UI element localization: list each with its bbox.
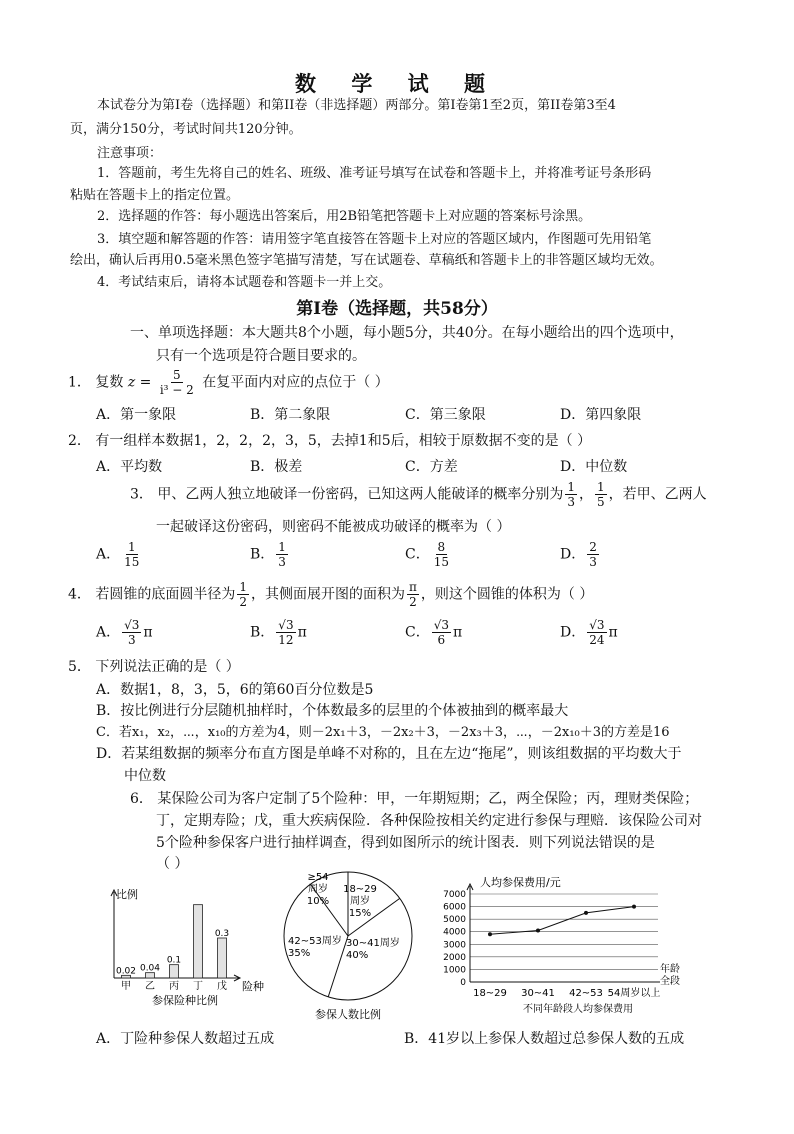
line-xlabel: 年龄 bbox=[660, 964, 680, 975]
line-x-tick-label: 30~41 bbox=[521, 988, 555, 999]
line-y-tick-label: 1000 bbox=[443, 965, 466, 976]
section-desc-a: 一、单项选择题：本大题共8个小题，每小题5分，共40分。在每小题给出的四个选项中， bbox=[130, 325, 684, 341]
line-x-tick-label: 42~53 bbox=[569, 988, 603, 999]
intro-line-2: 页，满分150分，考试时间共120分钟。 bbox=[70, 122, 302, 137]
line-chart bbox=[430, 872, 690, 1020]
section-desc-b: 只有一个选项是符合题目要求的。 bbox=[156, 348, 366, 364]
bar-category-label: 戊 bbox=[217, 981, 227, 992]
line-y-tick-label: 6000 bbox=[443, 902, 466, 913]
bar-value-label: 0.02 bbox=[115, 966, 137, 977]
question-2: 2． 有一组样本数据1，2，2，2，3，5，去掉1和5后，相较于原数据不变的是（ ） bbox=[68, 433, 592, 449]
bar-3 bbox=[194, 905, 203, 978]
pie-slice-label: 42~53周岁 bbox=[288, 936, 342, 947]
q3-option-b: B． $\frac{1}{3}$ bbox=[250, 540, 286, 569]
question-3-line-2: 一起破译这份密码，则密码不能被成功破译的概率为（ ） bbox=[156, 519, 511, 535]
q2-option-d: D．中位数 bbox=[560, 459, 628, 475]
q1-option-c: C．第三象限 bbox=[405, 407, 486, 423]
bar-category-label: 甲 bbox=[121, 981, 131, 992]
q2-option-b: B．极差 bbox=[250, 459, 303, 475]
section-title: 第I卷（选择题，共58分） bbox=[296, 299, 498, 319]
pie-slice-label: 40% bbox=[346, 950, 369, 961]
q4-option-d: D． $\frac{√3}{24}$ π bbox=[560, 618, 618, 647]
intro-line-1: 本试卷分为第I卷（选择题）和第II卷（非选择题）两部分。第I卷第1至2页，第II卷第3至4 bbox=[97, 98, 616, 113]
q3-option-c: C． $\frac{8}{15}$ bbox=[405, 540, 449, 569]
pie-slice-label: 周岁 bbox=[308, 884, 328, 895]
pie-slice-label: 周岁 bbox=[350, 896, 370, 907]
question-4: 4． 若圆锥的底面圆半径为 $\frac{1}{2}$ ，其侧面展开图的面积为 $\frac{\pi}{2}$ ，则这个圆锥的体积为（ ） bbox=[68, 580, 594, 609]
q5-option-c: C．若x₁，x₂，⋯，x₁₀的方差为4，则－2x₁＋3，－2x₂＋3，－2x₃＋3，⋯，－2x₁₀＋3的方差是16 bbox=[96, 725, 670, 740]
q4-option-c: C． $\frac{√3}{6}$ π bbox=[405, 618, 463, 647]
line-point bbox=[536, 928, 540, 932]
line-ylabel: 人均参保费用/元 bbox=[480, 876, 561, 889]
q2-option-c: C．方差 bbox=[405, 459, 458, 475]
notice-4: 4．考试结束后，请将本试题卷和答题卡一并上交。 bbox=[97, 275, 392, 290]
line-point bbox=[632, 905, 636, 909]
line-series bbox=[490, 907, 634, 935]
bar-category-label: 丙 bbox=[169, 981, 179, 992]
q2-option-a: A．平均数 bbox=[96, 459, 163, 475]
pie-slice-label: 18~29 bbox=[343, 884, 377, 895]
question-6-line-3: 5个险种参保客户进行抽样调查，得到如图所示的统计图表．则下列说法错误的是 bbox=[156, 835, 655, 851]
q6-option-a: A．丁险种参保人数超过五成 bbox=[96, 1031, 275, 1047]
notice-1a: 1．答题前，考生先将自己的姓名、班级、准考证号填写在试卷和答题卡上，并将准考证号条形码 bbox=[97, 166, 652, 181]
q1-option-d: D．第四象限 bbox=[560, 407, 642, 423]
q5-option-d-b: 中位数 bbox=[124, 768, 166, 784]
pie-title: 参保人数比例 bbox=[315, 1008, 381, 1021]
line-y-tick-label: 7000 bbox=[443, 890, 466, 900]
bar-category-label: 丁 bbox=[193, 981, 203, 992]
q3-option-a: A． $\frac{1}{15}$ bbox=[96, 540, 140, 569]
q5-option-b: B．按比例进行分层随机抽样时，个体数最多的层里的个体被抽到的概率最大 bbox=[96, 703, 569, 719]
q4-option-a: A． $\frac{√3}{3}$ π bbox=[96, 618, 153, 647]
bar-4 bbox=[218, 938, 227, 978]
q1-fraction: $\frac{5}{\text{i³ − 2}}$ bbox=[159, 368, 194, 397]
pie-slice-label: 15% bbox=[348, 908, 372, 919]
question-3: 3． 甲、乙两人独立地破译一份密码，已知这两人能破译的概率分别为 $\frac{1}{3}$ ， $\frac{1}{5}$ ，若甲、乙两人 bbox=[130, 480, 707, 509]
pie-slice-label: ≥54 bbox=[307, 872, 329, 883]
question-1: 1． 复数 z = $\frac{5}{\text{i³ − 2}}$ 在复平面内对应的点位于（ ） bbox=[68, 368, 389, 397]
notice-heading: 注意事项： bbox=[97, 146, 163, 161]
notice-3a: 3．填空题和解答题的作答：请用签字笔直接答在答题卡上对应的答题区域内，作图题可先用铅笔 bbox=[97, 232, 652, 247]
q6-option-b: B．41岁以上参保人数超过总参保人数的五成 bbox=[404, 1031, 685, 1047]
line-x-tick-label: 54周岁以上 bbox=[607, 988, 661, 999]
bar-value-label: 0.04 bbox=[139, 963, 161, 974]
q1-option-b: B．第二象限 bbox=[250, 407, 331, 423]
bar-ylabel: 比例 bbox=[116, 888, 138, 901]
q1-option-a: A．第一象限 bbox=[96, 407, 177, 423]
q5-option-a: A．数据1，8，3，5，6的第60百分位数是5 bbox=[96, 682, 374, 698]
line-title: 不同年龄段人均参保费用 bbox=[523, 1004, 633, 1015]
line-y-tick-label: 4000 bbox=[443, 927, 466, 938]
line-y-tick-label: 0 bbox=[460, 978, 466, 988]
bar-2 bbox=[170, 965, 179, 978]
bar-title: 参保险种比例 bbox=[152, 994, 218, 1007]
page-title: 数 学 试 题 bbox=[295, 71, 499, 96]
notice-1b: 粘贴在答题卡上的指定位置。 bbox=[70, 188, 240, 203]
line-y-tick-label: 3000 bbox=[443, 940, 466, 951]
question-6-line-2: 丁，定期寿险；戊，重大疾病保险．各种保险按相关约定进行参保与理赔．该保险公司对 bbox=[156, 813, 702, 829]
question-5: 5． 下列说法正确的是（ ） bbox=[68, 659, 240, 675]
line-x-tick-label: 18~29 bbox=[473, 988, 507, 999]
question-6-line-1: 6． 某保险公司为客户定制了5个险种：甲，一年期短期；乙，两全保险；丙，理财类保险； bbox=[130, 791, 699, 807]
pie-slice-label: 30~41周岁 bbox=[346, 938, 400, 949]
q4-option-b: B． $\frac{√3}{12}$ π bbox=[250, 618, 307, 647]
pie-slice-label: 10% bbox=[306, 896, 330, 907]
line-y-tick-label: 5000 bbox=[443, 915, 466, 926]
pie-chart bbox=[278, 868, 418, 1026]
line-xlabel-2: 全段 bbox=[660, 976, 680, 987]
line-point bbox=[488, 932, 492, 936]
bar-xlabel: 险种 bbox=[242, 980, 264, 993]
bar-category-label: 乙 bbox=[145, 981, 155, 992]
line-point bbox=[584, 911, 588, 915]
pie-slice-label: 35% bbox=[288, 948, 311, 959]
notice-2: 2．选择题的作答：每小题选出答案后，用2B铅笔把答题卡上对应题的答案标号涂黑。 bbox=[97, 209, 592, 224]
bar-value-label: 0.3 bbox=[214, 929, 230, 939]
question-6-line-4: （ ） bbox=[156, 856, 189, 872]
line-y-tick-label: 2000 bbox=[443, 952, 466, 963]
q5-option-d-a: D．若某组数据的频率分布直方图是单峰不对称的，且在左边“拖尾”，则该组数据的平均数大于 bbox=[96, 746, 682, 762]
notice-3b: 绘出，确认后再用0.5毫米黑色签字笔描写清楚，写在试题卷、草稿纸和答题卡上的非答题区域均无效。 bbox=[70, 253, 663, 268]
q3-option-d: D． $\frac{2}{3}$ bbox=[560, 540, 597, 569]
bar-chart bbox=[100, 880, 270, 1010]
bar-value-label: 0.1 bbox=[166, 955, 182, 966]
